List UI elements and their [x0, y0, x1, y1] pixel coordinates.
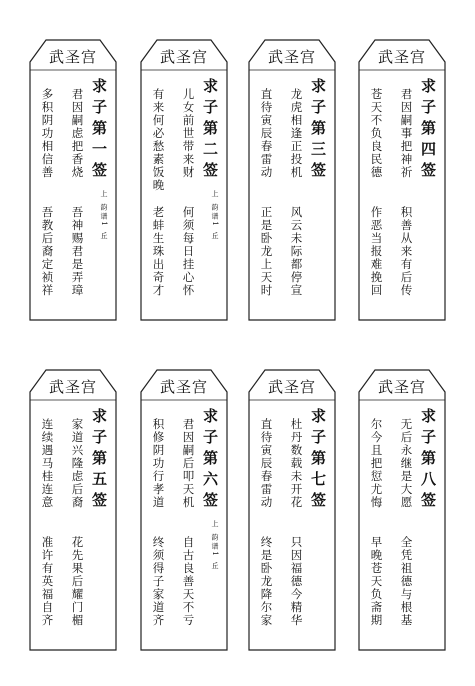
verse-line: 连续遇马桂连意: [40, 418, 55, 509]
temple-name: 武圣宫: [48, 378, 97, 396]
temple-name: 武圣宫: [267, 48, 316, 66]
verse-line: 直待寅辰春雷动: [259, 418, 274, 509]
slip-title: 求子第三签: [309, 78, 327, 183]
fortune-slip: [353, 370, 451, 650]
slip-title: 求子第四签: [419, 78, 437, 183]
slip-note: 上 韵谱1 丘: [211, 190, 219, 241]
slip-note: 上 韵谱1 丘: [211, 520, 219, 571]
verse-line: 积修阴功行孝道: [151, 418, 166, 509]
verse-line: 君因嗣虑把香烧: [70, 88, 85, 179]
verse-line: 有来何必愁素饭晚: [151, 88, 166, 192]
fortune-slip: [24, 40, 122, 320]
verse-line: 杜丹数载未开花: [289, 418, 304, 509]
verse-line: 龙虎相逢正投机: [289, 88, 304, 179]
verse-line: 花先果后耀门楣: [70, 536, 85, 627]
verse-line: 作恶当报难挽回: [369, 206, 384, 297]
verse-line: 多积阴功相信善: [40, 88, 55, 179]
temple-name: 武圣宫: [267, 378, 316, 396]
fortune-slip: [243, 370, 341, 650]
verse-line: 苍天不负良民德: [369, 88, 384, 179]
slip-title: 求子第七签: [309, 408, 327, 513]
verse-line: 儿女前世带来财: [181, 88, 196, 179]
verse-line: 直待寅辰春雷动: [259, 88, 274, 179]
verse-line: 终是卧龙降尔家: [259, 536, 274, 627]
verse-line: 正是卧龙上天时: [259, 206, 274, 297]
verse-line: 君因嗣事把神祈: [399, 88, 414, 179]
fortune-slip: [243, 40, 341, 320]
verse-line: 自古良善天不亏: [181, 536, 196, 627]
verse-line: 积善从来有后传: [399, 206, 414, 297]
slip-title: 求子第五签: [90, 408, 108, 513]
slip-title: 求子第六签: [201, 408, 219, 513]
verse-line: 风云未际都停宣: [289, 206, 304, 297]
verse-line: 君因嗣后叩天机: [181, 418, 196, 509]
slip-title: 求子第一签: [90, 78, 108, 183]
fortune-slip: [24, 370, 122, 650]
verse-line: 只因福德今精华: [289, 536, 304, 627]
verse-line: 老蚌生珠出奇才: [151, 206, 166, 297]
verse-line: 何须每日挂心怀: [181, 206, 196, 297]
verse-line: 准许有英福自齐: [40, 536, 55, 627]
verse-line: 全凭祖德与根基: [399, 536, 414, 627]
fortune-slip: [135, 40, 233, 320]
fortune-slip: [353, 40, 451, 320]
verse-line: 无后永继是大愿: [399, 418, 414, 509]
temple-name: 武圣宫: [159, 48, 208, 66]
fortune-slip: [135, 370, 233, 650]
temple-name: 武圣宫: [377, 48, 426, 66]
slip-title: 求子第八签: [419, 408, 437, 513]
temple-name: 武圣宫: [377, 378, 426, 396]
verse-line: 家道兴隆虑后裔: [70, 418, 85, 509]
verse-line: 早晚苍天负斋期: [369, 536, 384, 627]
temple-name: 武圣宫: [159, 378, 208, 396]
verse-line: 终须得子家道齐: [151, 536, 166, 627]
verse-line: 吾神赐君是弄璋: [70, 206, 85, 297]
slip-title: 求子第二签: [201, 78, 219, 183]
temple-name: 武圣宫: [48, 48, 97, 66]
verse-line: 吾教后裔定祯祥: [40, 206, 55, 297]
verse-line: 尔今且把愆尤悔: [369, 418, 384, 509]
slip-note: 上 韵谱1 丘: [100, 190, 108, 241]
